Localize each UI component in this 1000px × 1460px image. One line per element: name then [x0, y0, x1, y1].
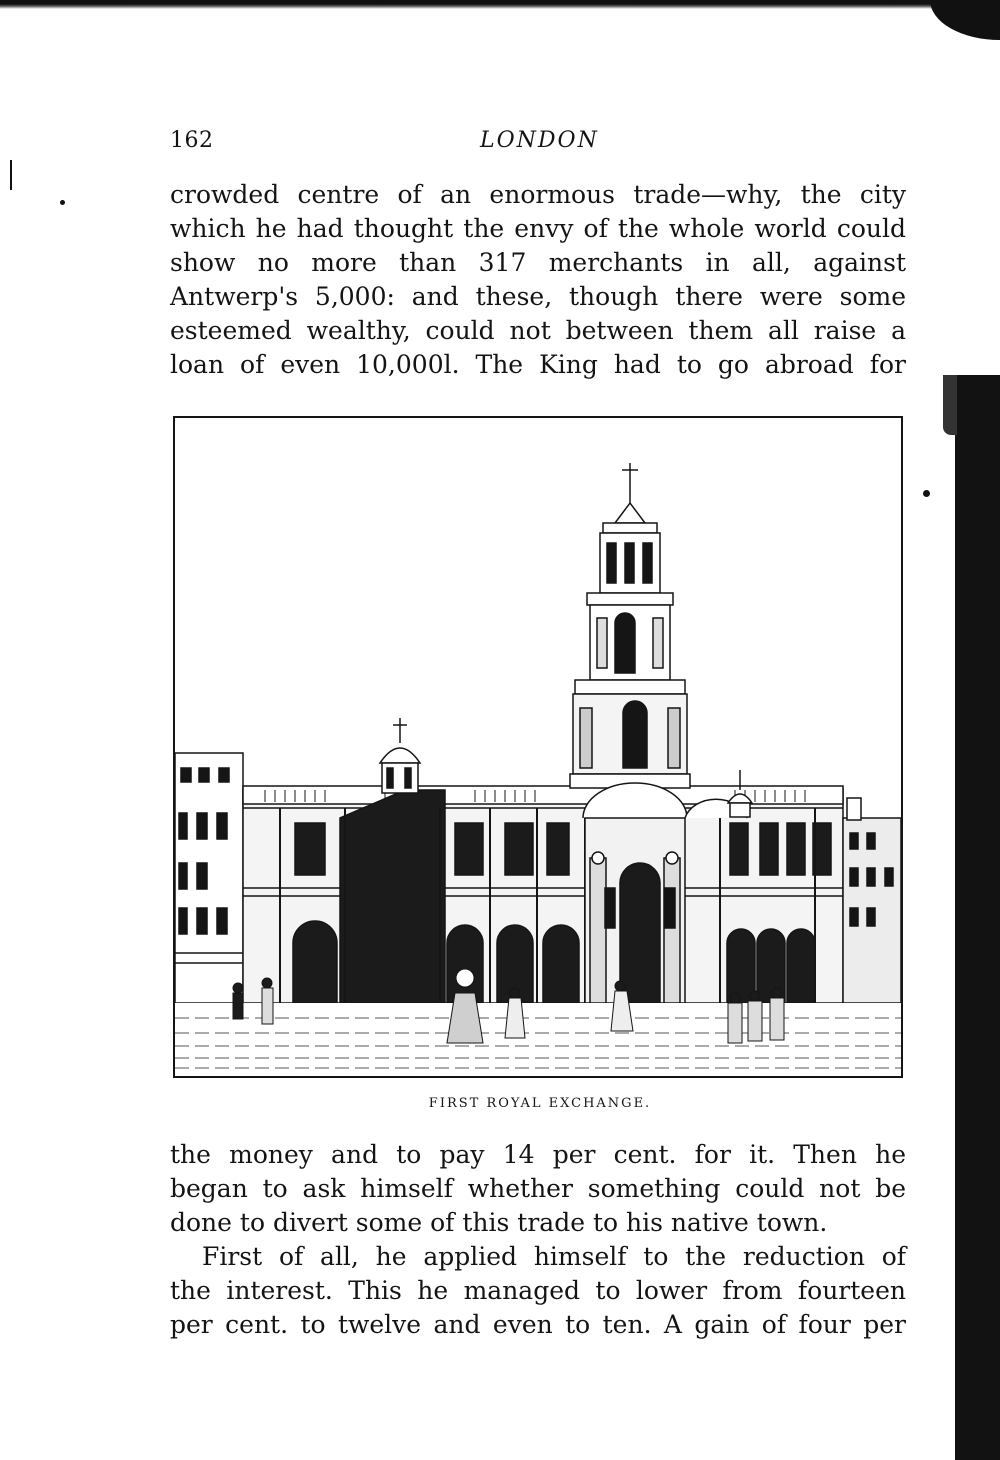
- scan-top-edge: [0, 0, 1000, 9]
- paragraph-1: [170, 178, 906, 382]
- text-line: First of all, he applied himself to the reduction of: [202, 1242, 906, 1271]
- paragraph-3: [170, 1240, 906, 1342]
- right-house: [843, 798, 901, 1003]
- text-line: per cent. to twelve and even to ten. A gain of four per: [170, 1310, 906, 1339]
- page-number: 162: [170, 128, 214, 153]
- scan-corner-shadow: [930, 0, 1000, 40]
- figure-caption: FIRST ROYAL EXCHANGE.: [428, 1096, 652, 1111]
- left-house: [175, 753, 243, 1003]
- left-cupola: [380, 718, 420, 793]
- text-line: which he had thought the envy of the whole world could: [170, 214, 906, 243]
- street: [175, 1003, 901, 1076]
- central-tower: [570, 463, 690, 788]
- text-line: done to divert some of this trade to his native town.: [170, 1208, 828, 1237]
- text-line: crowded centre of an enormous trade—why, the city: [170, 180, 906, 209]
- royal-exchange-engraving: [173, 416, 903, 1078]
- text-line: began to ask himself whether something could not be: [170, 1174, 906, 1203]
- text-line: Antwerp's 5,000: and these, though there were some: [170, 282, 906, 311]
- text-line: loan of even 10,000l. The King had to go abroad for: [170, 350, 906, 379]
- text-line: show no more than 317 merchants in all, against: [170, 248, 906, 277]
- running-head: LONDON: [480, 128, 599, 153]
- text-line: the money and to pay 14 per cent. for it. Then he: [170, 1140, 906, 1169]
- text-line: the interest. This he managed to lower from fourteen: [170, 1276, 906, 1305]
- paragraph-2: [170, 1138, 906, 1240]
- text-line: esteemed wealthy, could not between them all raise a: [170, 316, 906, 345]
- scan-speck: [60, 200, 65, 205]
- scan-speck: [923, 490, 930, 497]
- exchange-facade: [243, 786, 843, 1003]
- scan-speck: [10, 160, 12, 190]
- scan-right-edge: [955, 375, 1000, 1460]
